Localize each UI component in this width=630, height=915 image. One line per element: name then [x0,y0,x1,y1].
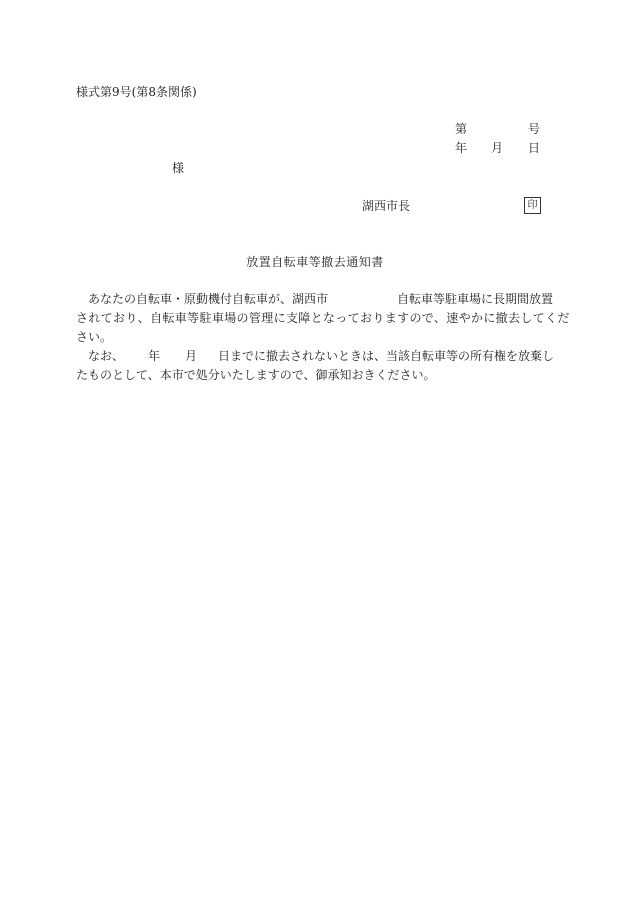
addressee-honorific: 様 [172,161,185,175]
document-title: 放置自転車等撤去通知書 [246,255,384,269]
seal-stamp: 印 [524,197,541,214]
body-line-4a: なお、 [88,349,125,363]
date-month-label: 月 [491,141,504,155]
body-line-5: たものとして、本市で処分いたしますので、御承知おきください。 [76,368,436,382]
date-day-label: 日 [528,141,541,155]
body-line-4c: 月 [185,349,198,363]
body-line-1a: あなたの自転車・原動機付自転車が、湖西市 [88,292,329,306]
number-suffix: 号 [528,122,541,136]
body-line-3: さい。 [76,330,113,344]
body-line-2: されており、自転車等駐車場の管理に支障となっておりますので、速やかに撤去してくだ [76,311,570,325]
number-prefix: 第 [455,122,468,136]
body-line-4b: 年 [148,349,161,363]
date-year-label: 年 [455,141,468,155]
body-line-1b: 自転車等駐車場に長期間放置 [397,292,554,306]
issuer-name: 湖西市長 [362,199,411,213]
form-label: 様式第9号(第8条関係) [76,85,197,99]
body-line-4d: 日までに撤去されないときは、当該自転車等の所有権を放棄し [218,349,555,363]
